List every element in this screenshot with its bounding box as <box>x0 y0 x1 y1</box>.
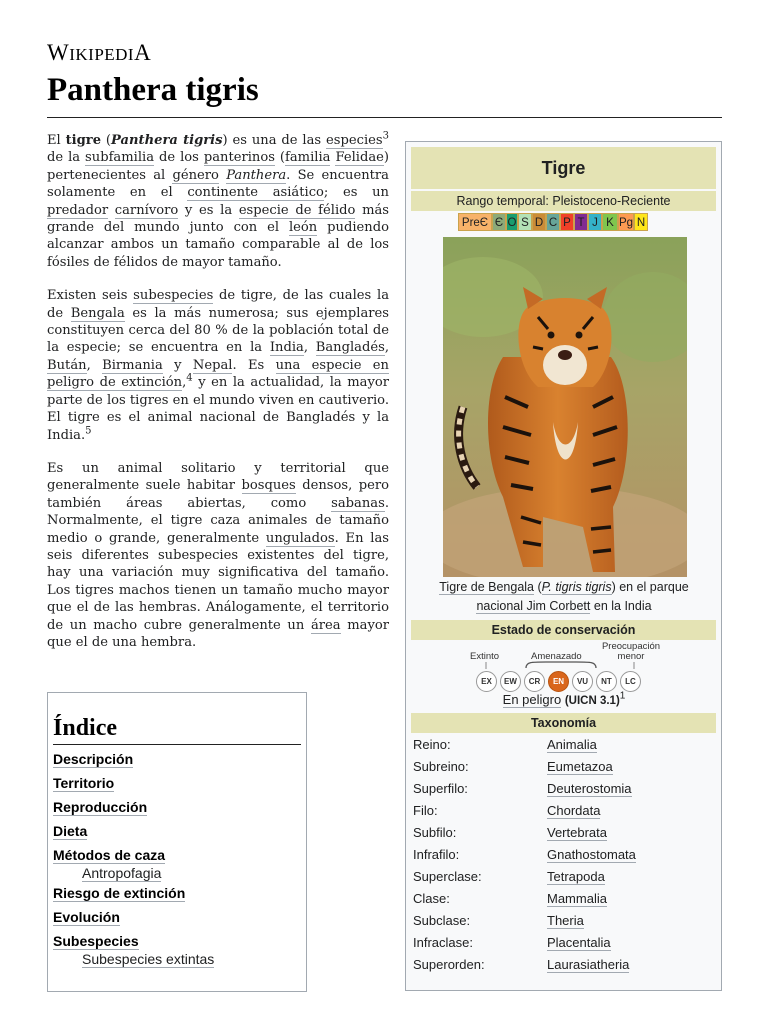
conservation-category[interactable]: LC <box>620 671 641 692</box>
geo-period[interactable]: T <box>574 213 588 231</box>
link-especies[interactable]: especies <box>326 133 383 148</box>
article-body <box>47 132 389 667</box>
taxonomy-header: Taxonomía <box>411 713 716 733</box>
toc-item-label: Métodos de caza <box>53 847 166 863</box>
label-threatened: Amenazado <box>531 651 582 662</box>
toc-subitem[interactable] <box>53 865 301 885</box>
reference-4[interactable]: 4 <box>186 372 193 384</box>
conservation-header: Estado de conservación <box>411 620 716 640</box>
geo-period[interactable]: P <box>560 213 574 231</box>
link-subfamilia[interactable]: subfamilia <box>85 150 155 166</box>
intro-paragraph-3: Es un animal solitario y territorial que generalmente suele habitar bosques densos, pero también áreas abiertas, como sabanas. Normalmente, el tigre caza animales de tamaño medio o grande, generalmente ungulados. En las seis diferentes subespecies existentes del tigre, hay una variación muy significativa del tamaño. Los tigres machos tienen un tamaño mucho mayor que el de las hembras. Análogamente, el territorio de un macho cubre generalmente un área mayor que el de una hembra. <box>47 460 389 650</box>
taxonomy-row <box>413 891 713 913</box>
link-bengala[interactable]: Bengala <box>70 305 125 321</box>
toc-subitem[interactable] <box>53 951 301 971</box>
geo-period[interactable]: S <box>518 213 532 231</box>
link-tigre-de-bengala[interactable]: Tigre de Bengala <box>439 580 535 594</box>
taxonomy-taxon-link[interactable]: Laurasiatheria <box>547 957 630 972</box>
label-extinct: Extinto <box>470 651 500 662</box>
link-genero[interactable]: género <box>172 167 219 183</box>
taxonomy-taxon-link[interactable]: Animalia <box>547 737 597 752</box>
toc-item[interactable] <box>53 909 301 933</box>
conservation-category[interactable]: EX <box>476 671 497 692</box>
infobox-title: Tigre <box>411 147 716 189</box>
conservation-status: En peligro (UICN 3.1)$^1$ <box>502 690 626 707</box>
reference-1[interactable]: 1 <box>619 690 626 702</box>
toc-item[interactable] <box>53 751 301 775</box>
link-butan[interactable]: Bután <box>47 357 87 373</box>
toc-item-label: Reproducción <box>53 799 148 815</box>
geo-period[interactable]: K <box>602 213 618 231</box>
label-least-concern: Preocupación menor <box>601 641 661 662</box>
toc-item-label: Territorio <box>53 775 115 791</box>
toc-item[interactable] <box>53 823 301 847</box>
conservation-category[interactable]: CR <box>524 671 545 692</box>
taxonomy-taxon-link[interactable]: Tetrapoda <box>547 869 605 884</box>
toc-item-label: Dieta <box>53 823 88 839</box>
toc-list <box>53 751 301 971</box>
geo-period[interactable]: D <box>532 213 546 231</box>
link-p-tigris-tigris[interactable]: P. tigris tigris <box>541 580 612 594</box>
taxonomy-rank: Filo: <box>413 803 438 818</box>
geo-period[interactable]: J <box>588 213 602 231</box>
link-india[interactable]: India <box>269 340 304 356</box>
toc-item[interactable] <box>53 885 301 909</box>
toc-item-label: Antropofagia <box>82 865 162 881</box>
toc-item-label: Subespecies extintas <box>82 951 215 967</box>
taxonomy-rank: Subfilo: <box>413 825 457 840</box>
conservation-category[interactable]: EW <box>500 671 521 692</box>
conservation-category[interactable]: EN <box>548 671 569 692</box>
reference-3[interactable]: 3 <box>382 130 389 142</box>
link-panterinos[interactable]: panterinos <box>203 150 275 166</box>
link-ungulados[interactable]: ungulados <box>265 530 335 546</box>
geo-period[interactable]: O <box>506 213 518 231</box>
taxonomy-rank: Reino: <box>413 737 451 752</box>
geo-period[interactable]: Pg <box>618 213 634 231</box>
taxonomy-rank: Subreino: <box>413 759 469 774</box>
link-carnivoro[interactable]: carnívoro <box>114 202 179 218</box>
tiger-photo[interactable] <box>443 237 687 577</box>
title-divider <box>47 117 722 118</box>
taxonomy-rank: Subclase: <box>413 913 471 928</box>
link-familia[interactable]: familia <box>285 150 331 166</box>
link-continente-asiatico[interactable]: continente asiático <box>187 185 324 201</box>
toc-item[interactable] <box>53 775 301 799</box>
taxonomy-row <box>413 737 713 759</box>
taxonomy-rank: Superfilo: <box>413 781 468 796</box>
taxonomy-rank: Clase: <box>413 891 450 906</box>
geologic-timescale[interactable] <box>458 213 648 233</box>
taxonomy-row <box>413 847 713 869</box>
toc-item-label: Descripción <box>53 751 134 767</box>
taxonomy-taxon-link[interactable]: Deuterostomia <box>547 781 632 796</box>
link-especie-de-felido[interactable]: especie de félido <box>238 202 356 218</box>
link-panthera[interactable]: Panthera <box>226 167 287 183</box>
taxonomy-rank: Infraclase: <box>413 935 473 950</box>
temporal-range: Rango temporal: Pleistoceno-Reciente <box>411 191 716 211</box>
link-en-peligro[interactable]: En peligro <box>502 692 562 707</box>
taxonomy-row <box>413 913 713 935</box>
taxonomy-row <box>413 781 713 803</box>
taxonomy-row <box>413 825 713 847</box>
infobox <box>405 141 722 991</box>
link-bosques[interactable]: bosques <box>241 478 296 494</box>
link-nepal[interactable]: Nepal <box>192 357 233 373</box>
taxonomy-taxon-link[interactable]: Chordata <box>547 803 601 818</box>
taxonomy-taxon-link[interactable]: Theria <box>547 913 584 928</box>
reference-5[interactable]: 5 <box>85 425 92 437</box>
intro-paragraph-2: Existen seis subespecies de tigre, de las cuales la de Bengala es la más numerosa; sus ejemplares constituyen cerca del 80 % de la población total de la especie; se encuentra en la India, Bangladés, Bután, Birmania y Nepal. Es una especie en peligro de extinción,$^4$ y en la actualidad, la mayor parte de los tigres en el mundo viven en cautiverio. El tigre es el animal nacional de Bangladés y la India.$^5$ <box>47 288 390 443</box>
taxonomy-row <box>413 803 713 825</box>
taxonomy-rank: Superclase: <box>413 869 482 884</box>
link-area[interactable]: área <box>310 617 341 633</box>
link-subespecies[interactable]: subespecies <box>133 288 214 304</box>
link-parque-jim-corbett[interactable]: nacional Jim Corbett <box>476 599 591 613</box>
link-predador[interactable]: predador <box>47 202 109 218</box>
toc-title: Índice <box>53 715 301 745</box>
link-felidae[interactable]: Felidae <box>335 150 384 166</box>
taxonomy-rank: Superorden: <box>413 957 485 972</box>
conservation-scale[interactable] <box>456 642 686 692</box>
geo-period[interactable]: N <box>634 213 648 231</box>
geo-period[interactable]: C <box>546 213 560 231</box>
toc-item-label: Evolución <box>53 909 120 925</box>
taxonomy-row <box>413 759 713 781</box>
conservation-category[interactable]: NT <box>596 671 617 692</box>
toc-item-label: Riesgo de extinción <box>53 885 186 901</box>
toc-item-label: Subespecies <box>53 933 139 949</box>
geo-period[interactable]: Є <box>492 213 506 231</box>
taxonomy-taxon-link[interactable]: Vertebrata <box>547 825 607 840</box>
conservation-category[interactable]: VU <box>572 671 593 692</box>
link-banglades[interactable]: Bangladés <box>315 340 385 356</box>
link-especie-en-peligro[interactable]: una especie en peligro de extinción <box>47 357 389 391</box>
taxonomy-taxon-link[interactable]: Mammalia <box>547 891 607 906</box>
link-birmania[interactable]: Birmania <box>102 357 163 373</box>
photo-caption: Tigre de Bengala (P. tigris tigris) en el parque nacional Jim Corbett en la India <box>439 580 689 613</box>
page-title: Panthera tigris <box>47 72 259 108</box>
taxonomy-taxon-link[interactable]: Placentalia <box>547 935 611 950</box>
geo-period[interactable]: PreЄ <box>458 213 492 231</box>
taxonomy-rank: Infrafilo: <box>413 847 460 862</box>
table-of-contents <box>47 692 307 992</box>
intro-paragraph-1: El tigre (Panthera tigris) es una de las especies$^3$ de la subfamilia de los panterinos (familia Felidae) pertenecientes al género Panthera. Se encuentra solamente en el continente asiático; es un predador carnívoro y es la especie de félido más grande del mundo junto con el león pudiendo alcanzar ambos un tamaño comparable al de los fósiles de félidos de mayor tamaño. <box>47 130 390 270</box>
taxonomy-taxon-link[interactable]: Gnathostomata <box>547 847 636 862</box>
taxonomy-row <box>413 957 713 979</box>
link-sabanas[interactable]: sabanas <box>331 495 385 511</box>
taxonomy-row <box>413 935 713 957</box>
taxonomy-row <box>413 869 713 891</box>
toc-item[interactable] <box>53 799 301 823</box>
taxonomy-taxon-link[interactable]: Eumetazoa <box>547 759 613 774</box>
wikipedia-logo[interactable]: WIKIPEDIA <box>47 40 152 65</box>
link-leon[interactable]: león <box>288 220 318 236</box>
